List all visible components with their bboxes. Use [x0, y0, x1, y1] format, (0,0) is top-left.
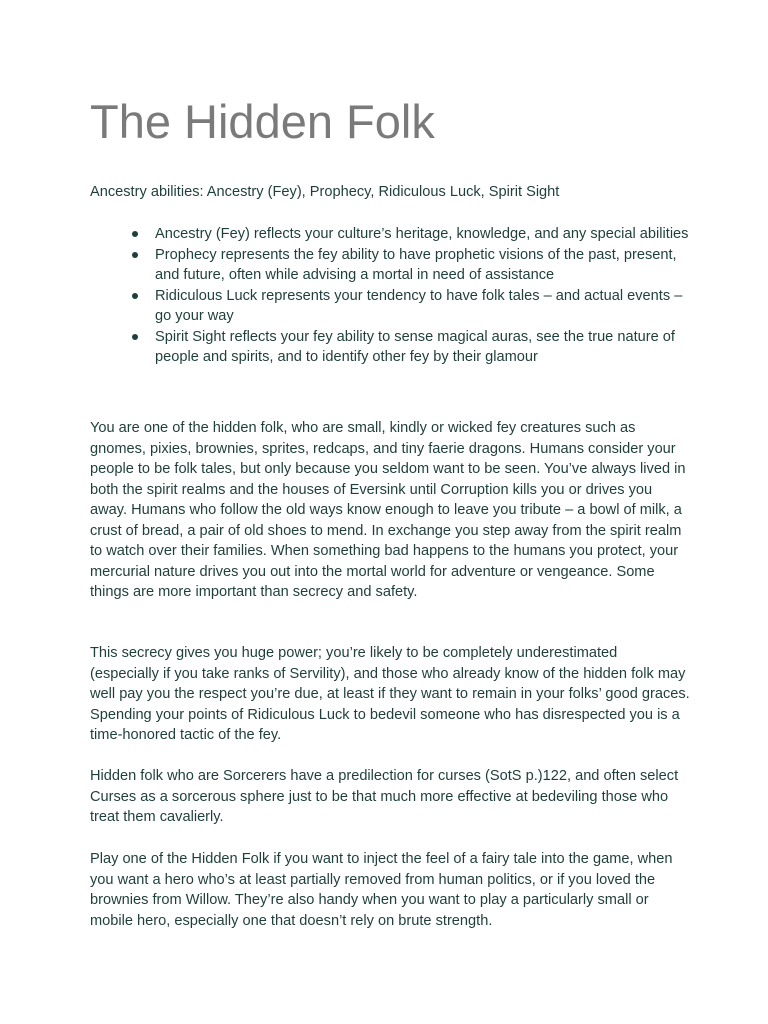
bullet-dot-icon: [132, 334, 138, 340]
bullet-text: Prophecy represents the fey ability to have prophetic visions of the past, present, and future, often while advising a mortal in need of assistance: [155, 246, 677, 283]
bullet-item-ridiculous-luck: [90, 286, 690, 327]
bullet-dot-icon: [132, 252, 138, 258]
bullet-item-ancestry: [90, 224, 690, 245]
paragraph-secrecy: This secrecy gives you huge power; you’re likely to be completely underestimated (especially if you take ranks of Servility), and those who already know of the hidden folk may well pay you the respect you’re due, at least if they want to remain in your folks’ good graces. Spending your points of Ridiculous Luck to bedevil someone who has disrespected you is a time-honored tactic of the fey.: [90, 645, 690, 743]
ability-bullet-list: [90, 224, 690, 368]
bullet-text: Ridiculous Luck represents your tendency to have folk tales – and actual events – go your way: [155, 287, 683, 324]
paragraph-play: Play one of the Hidden Folk if you want to inject the feel of a fairy tale into the game, when you want a hero who’s at least partially removed from human politics, or if you loved the brownies from Willow. They’re also handy when you want to play a particularly small or mobile hero, especially one that doesn’t rely on brute strength.: [90, 851, 673, 929]
bullet-item-spirit-sight: [90, 327, 690, 368]
bullet-text: Ancestry (Fey) reflects your culture’s heritage, knowledge, and any special abilities: [155, 226, 689, 242]
paragraph-intro: You are one of the hidden folk, who are small, kindly or wicked fey creatures such as gnomes, pixies, brownies, sprites, redcaps, and tiny faerie dragons. Humans consider your people to be folk tales, but only because you seldom want to be seen. You’ve always lived in both the spirit realms and the houses of Eversink until Corruption kills you or drives you away. Humans who follow the old ways know enough to leave you tribute – a bowl of milk, a crust of bread, a pair of old shoes to mend. In exchange you step away from the spirit realm to watch over their families. When something bad happens to the humans you protect, your mercurial nature drives you out into the mortal world for adventure or vengeance. Some things are more important than secrecy and safety.: [90, 420, 686, 600]
bullet-dot-icon: [132, 231, 138, 237]
ancestry-abilities-line: Ancestry abilities: Ancestry (Fey), Prophecy, Ridiculous Luck, Spirit Sight: [90, 184, 560, 200]
bullet-item-prophecy: [90, 245, 690, 286]
bullet-dot-icon: [132, 293, 138, 299]
paragraph-sorcerers: Hidden folk who are Sorcerers have a predilection for curses (SotS p.)122, and often select Curses as a sorcerous sphere just to be that much more effective at bedeviling those who treat them cavalierly.: [90, 768, 679, 825]
bullet-text: Spirit Sight reflects your fey ability to sense magical auras, see the true nature of people and spirits, and to identify other fey by their glamour: [155, 328, 675, 365]
document-title: The Hidden Folk: [90, 95, 435, 148]
